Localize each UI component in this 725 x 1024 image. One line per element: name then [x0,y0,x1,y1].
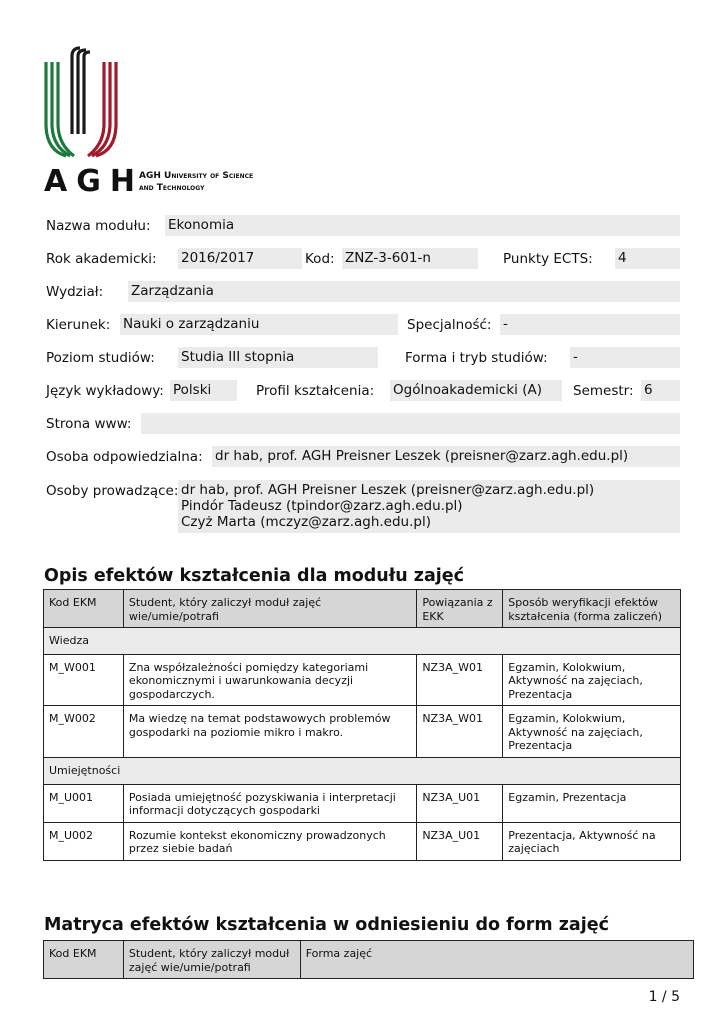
group-label: Wiedza [44,628,681,655]
cell-verification: Egzamin, Prezentacja [503,784,681,822]
year-label: Rok akademicki: [46,251,157,267]
header-cell: Kod EKM [44,590,124,628]
cell-ekk: NZ3A_U01 [417,784,503,822]
agh-name-line2: and Technology [139,183,205,193]
language-label: Język wykładowy: [46,383,164,399]
code-value: ZNZ-3-601-n [342,248,478,269]
level-label: Poziom studiów: [46,350,155,366]
lecturer: Pindór Tadeusz (tpindor@zarz.agh.edu.pl) [181,498,463,514]
cell-code: M_U002 [44,822,124,860]
group-row [44,628,681,655]
responsible-label: Osoba odpowiedzialna: [46,449,203,465]
ects-value: 4 [615,248,680,269]
mode-label: Forma i tryb studiów: [405,350,548,366]
lecturer: Czyż Marta (mczyz@zarz.agh.edu.pl) [181,514,431,530]
cell-verification: Egzamin, Kolokwium, Aktywność na zajęciach, Prezentacja [503,706,681,758]
www-value [141,413,680,434]
cell-code: M_W001 [44,654,124,706]
header-cell: Student, który zaliczył moduł zajęć wie/umie/potrafi [123,941,300,979]
group-label: Umiejętności [44,758,681,785]
specialty-value: - [500,314,680,335]
agh-letters: AGH [44,164,144,199]
matrix-table [43,940,694,979]
code-label: Kod: [305,251,335,267]
header-cell: Powiązania z EKK [417,590,503,628]
ects-label: Punkty ECTS: [503,251,593,267]
responsible-value: dr hab, prof. AGH Preisner Leszek (preisner@zarz.agh.edu.pl) [212,446,680,467]
table-header-row [44,590,681,628]
cell-description: Rozumie kontekst ekonomiczny prowadzonych przez siebie badań [123,822,416,860]
module-name-label: Nazwa modułu: [46,218,151,234]
agh-name-line1: AGH University of Science [139,171,254,181]
field-label: Kierunek: [46,317,111,333]
header-cell: Forma zajęć [300,941,693,979]
header-cell: Kod EKM [44,941,124,979]
agh-logo-mark [44,46,124,158]
cell-description: Zna współzależności pomiędzy kategoriami ekonomicznymi i uwarunkowania decyzji gospodarczych. [123,654,416,706]
cell-ekk: NZ3A_U01 [417,822,503,860]
lecturer: dr hab, prof. AGH Preisner Leszek (preisner@zarz.agh.edu.pl) [181,482,595,498]
profile-label: Profil kształcenia: [256,383,375,399]
language-value: Polski [170,380,237,401]
field-value: Nauki o zarządzaniu [120,314,398,335]
mode-value: - [570,347,680,368]
year-value: 2016/2017 [178,248,302,269]
table-row [44,654,681,706]
cell-ekk: NZ3A_W01 [417,654,503,706]
agh-logo [44,46,274,199]
section2-title: Matryca efektów kształcenia w odniesieniu do form zajęć [44,915,609,935]
table-header-row [44,941,694,979]
lecturers-value [178,480,680,533]
level-value: Studia III stopnia [178,347,378,368]
cell-description: Posiada umiejętność pozyskiwania i interpretacji informacji dotyczących gospodarki [123,784,416,822]
www-label: Strona www: [46,416,132,432]
section1-title: Opis efektów kształcenia dla modułu zajęć [44,566,465,586]
semester-label: Semestr: [573,383,634,399]
cell-code: M_U001 [44,784,124,822]
page-number: 1 / 5 [648,989,680,1005]
cell-description: Ma wiedzę na temat podstawowych problemów gospodarki na poziomie mikro i makro. [123,706,416,758]
cell-ekk: NZ3A_W01 [417,706,503,758]
header-cell: Sposób weryfikacji efektów kształcenia (forma zaliczeń) [503,590,681,628]
group-row [44,758,681,785]
faculty-label: Wydział: [46,284,104,300]
table-row [44,822,681,860]
cell-verification: Egzamin, Kolokwium, Aktywność na zajęciach, Prezentacja [503,654,681,706]
table-row [44,706,681,758]
faculty-value: Zarządzania [128,281,680,302]
header-cell: Student, który zaliczył moduł zajęć wie/umie/potrafi [123,590,416,628]
specialty-label: Specjalność: [407,317,492,333]
lecturers-label: Osoby prowadzące: [46,483,179,499]
cell-code: M_W002 [44,706,124,758]
effects-table [43,589,681,861]
table-row [44,784,681,822]
semester-value: 6 [641,380,680,401]
profile-value: Ogólnoakademicki (A) [390,380,562,401]
module-name-value: Ekonomia [165,215,680,236]
cell-verification: Prezentacja, Aktywność na zajęciach [503,822,681,860]
